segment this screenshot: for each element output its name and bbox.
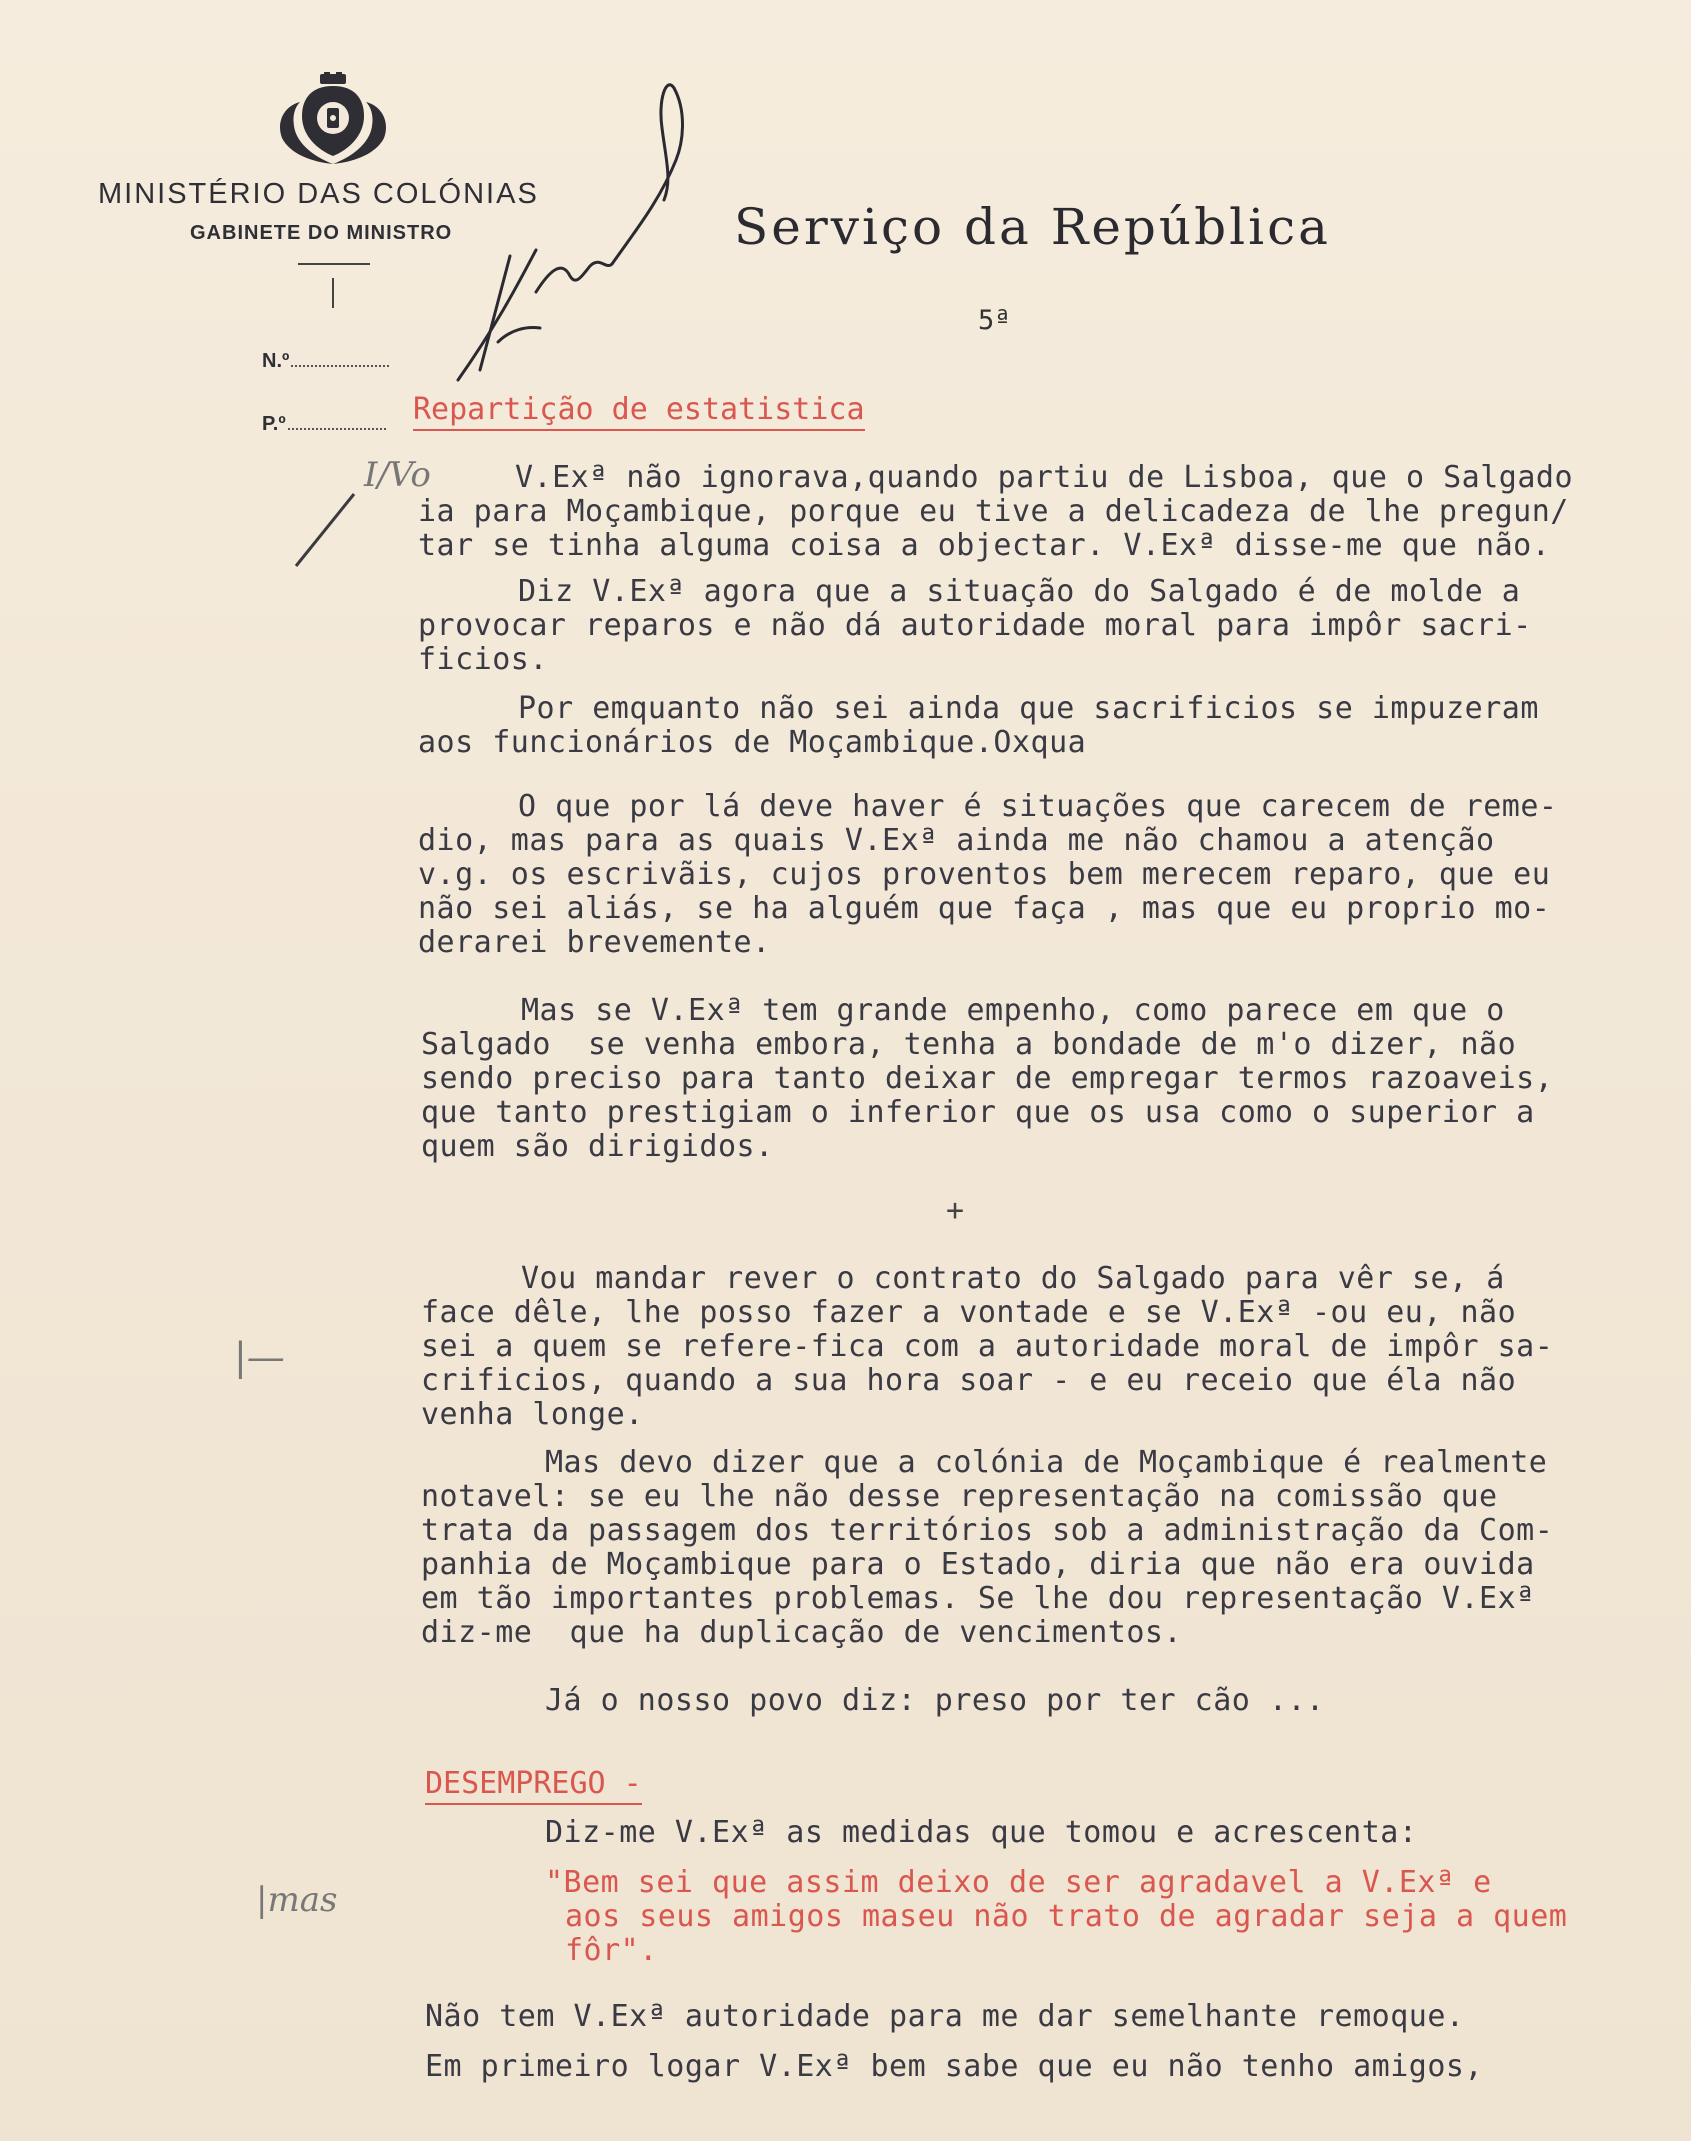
text-line: Não tem V.Exª autoridade para me dar semelhante remoque. (425, 1999, 1465, 2034)
text-line: ia para Moçambique, porque eu tive a delicadeza de lhe pregun/ (418, 494, 1569, 529)
text-line: Diz-me V.Exª as medidas que tomou e acrescenta: (545, 1815, 1418, 1850)
page-number: 5ª (978, 305, 1011, 336)
quote-line: "Bem sei que assim deixo de ser agradavel a V.Exª e (545, 1865, 1492, 1900)
text-line: sei a quem se refere-fica com a autoridade moral de impôr sa- (421, 1329, 1554, 1364)
text-line: diz-me que ha duplicação de vencimentos. (421, 1615, 1183, 1650)
office-name: GABINETE DO MINISTRO (190, 222, 453, 244)
text-line: tar se tinha alguma coisa a objectar. V.Exª disse-me que não. (418, 528, 1551, 563)
text-line: Salgado se venha embora, tenha a bondade de m'o dizer, não (421, 1027, 1517, 1062)
text-line: Diz V.Exª agora que a situação do Salgado é de molde a (518, 574, 1521, 609)
text-line: Já o nosso povo diz: preso por ter cão ... (545, 1683, 1325, 1718)
number-field (262, 350, 389, 373)
text-line: não sei aliás, se ha alguém que faça , mas que eu proprio mo- (418, 891, 1551, 926)
text-line: crificios, quando a sua hora soar - e eu receio que éla não (421, 1363, 1517, 1398)
process-label: P.º (262, 413, 286, 435)
text-line: Em primeiro logar V.Exª bem sabe que eu não tenho amigos, (425, 2049, 1484, 2084)
text-line: aos funcionários de Moçambique.Oxqua (418, 725, 1087, 760)
text-line: face dêle, lhe posso fazer a vontade e se V.Exª -ou eu, não (421, 1295, 1517, 1330)
text-line: que tanto prestigiam o inferior que os usa como o superior a (421, 1095, 1535, 1130)
desemprego-heading: DESEMPREGO - (425, 1766, 642, 1805)
text-line: Mas devo dizer que a colónia de Moçambique é realmente (545, 1445, 1548, 1480)
margin-slash (292, 490, 362, 570)
text-line: trata da passagem dos territórios sob a administração da Com- (421, 1513, 1554, 1548)
text-line: v.g. os escrivãis, cujos proventos bem merecem reparo, que eu (418, 857, 1551, 892)
section-heading: Repartição de estatistica (413, 392, 865, 431)
ministry-name: MINISTÉRIO DAS COLÓNIAS (98, 178, 539, 210)
text-line: provocar reparos e não dá autoridade moral para impôr sacri- (418, 608, 1532, 643)
text-line: panhia de Moçambique para o Estado, diria que não era ouvida (421, 1547, 1535, 1582)
text-line: O que por lá deve haver é situações que carecem de reme- (518, 789, 1558, 824)
quote-line: aos seus amigos maseu não trato de agradar seja a quem (565, 1899, 1568, 1934)
process-field (262, 413, 386, 436)
text-line: Mas se V.Exª tem grande empenho, como parece em que o (521, 993, 1505, 1028)
text-line: sendo preciso para tanto deixar de empregar termos razoaveis, (421, 1061, 1554, 1096)
text-line: quem são dirigidos. (421, 1129, 774, 1164)
margin-note-1: I/Vo (364, 455, 431, 495)
divider (298, 263, 370, 265)
text-line: notavel: se eu lhe não desse representação na comissão que (421, 1479, 1498, 1514)
quote-line: fôr". (565, 1933, 658, 1968)
text-line: V.Exª não ignorava,quando partiu de Lisboa, que o Salgado (515, 460, 1574, 495)
text-line: dio, mas para as quais V.Exª ainda me não chamou a atenção (418, 823, 1495, 858)
handwritten-signature (440, 80, 800, 400)
text-line: Vou mandar rever o contrato do Salgado para vêr se, á (521, 1261, 1505, 1296)
number-label: N.º (262, 350, 290, 372)
margin-note-2: |— (234, 1335, 285, 1379)
text-line: em tão importantes problemas. Se lhe dou representação V.Exª (421, 1581, 1535, 1616)
divider-tick (332, 278, 334, 308)
separator-mark: + (946, 1193, 965, 1228)
document-title: Serviço da República (734, 198, 1331, 256)
text-line: derarei brevemente. (418, 925, 771, 960)
text-line: Por emquanto não sei ainda que sacrificios se impuzeram (518, 691, 1539, 726)
coat-of-arms-icon (272, 72, 394, 168)
margin-note-3: |mas (256, 1880, 338, 1920)
text-line: ficios. (418, 642, 548, 677)
text-line: venha longe. (421, 1397, 644, 1432)
